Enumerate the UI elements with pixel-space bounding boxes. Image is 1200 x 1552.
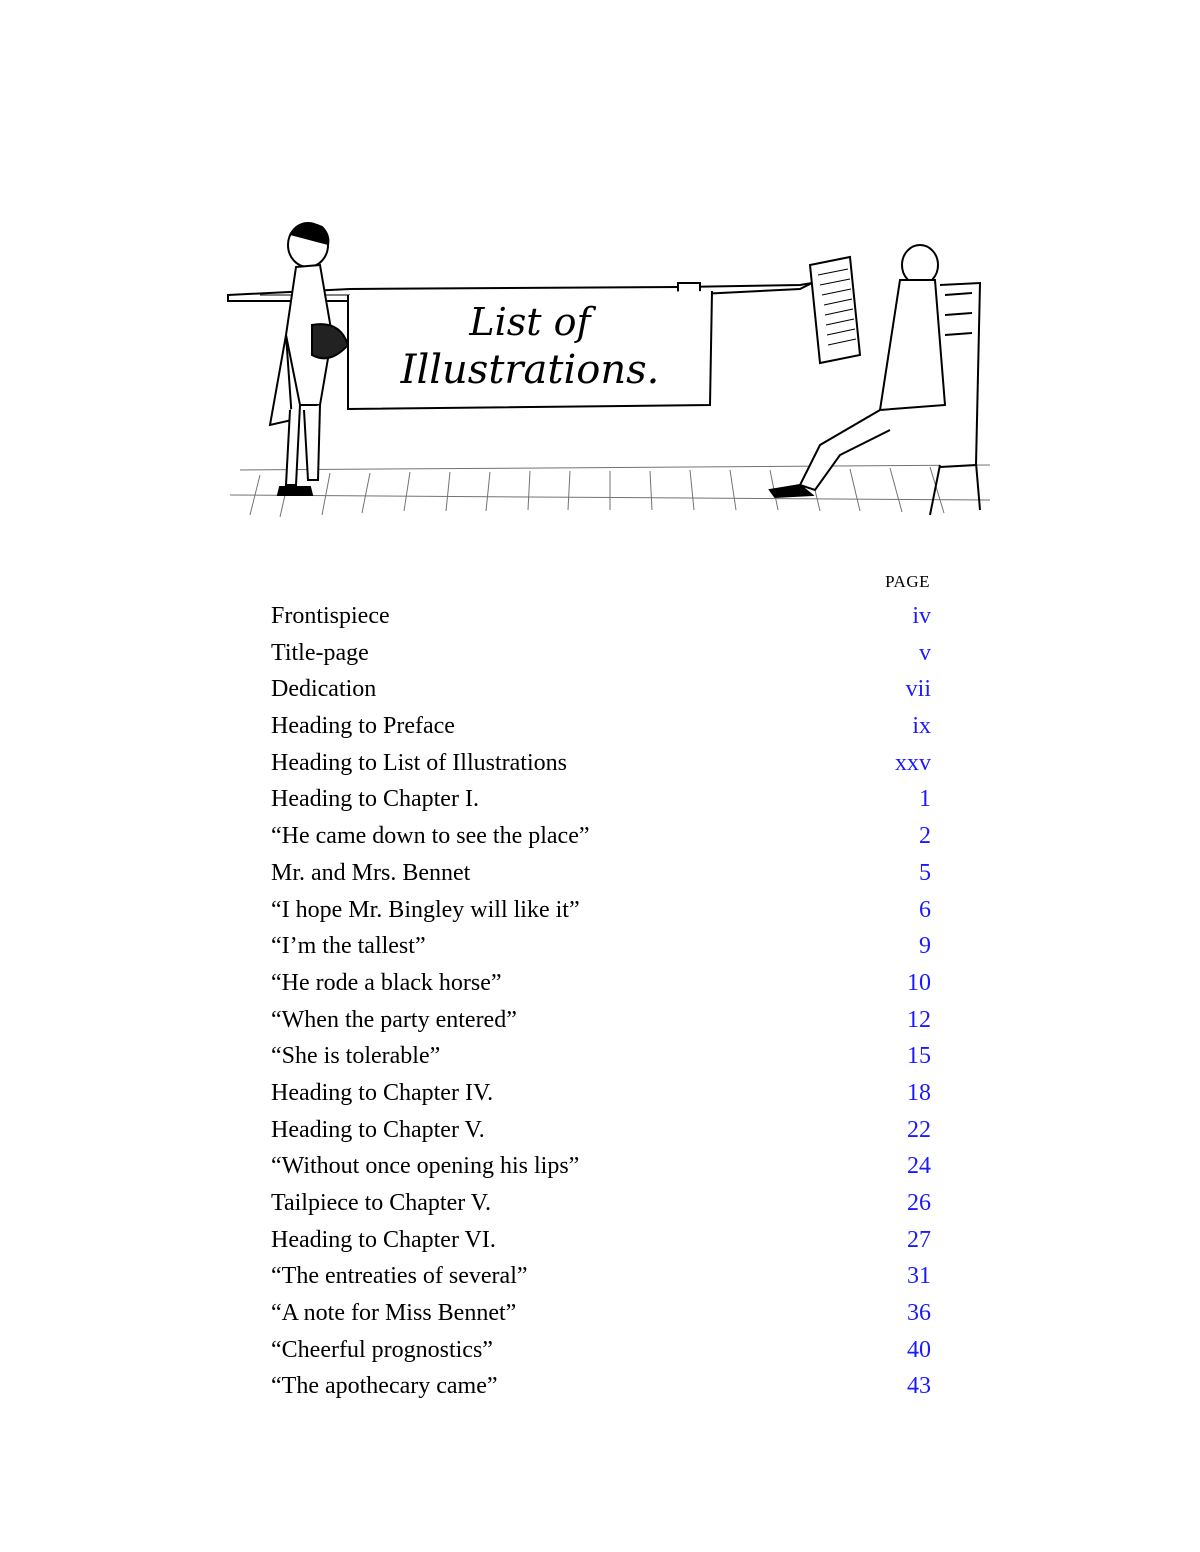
page-number-link[interactable]: iv [912,603,931,629]
list-item [271,965,931,1002]
illustration-title: “When the party entered” [271,1006,517,1033]
illustration-title: Heading to List of Illustrations [271,749,567,776]
illustration-title: “Without once opening his lips” [271,1153,580,1180]
banner-title-line1: List of [469,300,591,344]
illustration-title: Heading to Preface [271,713,455,740]
list-item [271,1258,931,1295]
page-number-link[interactable]: 1 [919,786,931,813]
page-number-link[interactable]: xxv [895,749,931,776]
illustration-title: “I’m the tallest” [271,933,426,960]
page-number-link[interactable]: 26 [907,1190,931,1216]
page-number-link[interactable]: v [919,639,931,666]
illustration-title: Heading to Chapter V. [271,1116,485,1143]
page-number-link[interactable]: 36 [907,1300,931,1327]
page-number-link[interactable]: 22 [907,1116,931,1143]
illustration-title: “I hope Mr. Bingley will like it” [271,896,580,923]
list-item [271,855,931,892]
illustration-title: “Cheerful prognostics” [271,1336,493,1363]
illustration-title: “She is tolerable” [271,1043,441,1070]
page-number-link[interactable]: vii [905,676,931,703]
list-item [271,928,931,965]
list-item [271,745,931,782]
page-number-link[interactable]: 10 [907,969,931,996]
illustration-title: “He rode a black horse” [271,969,502,996]
list-item [271,635,931,672]
list-item [271,892,931,929]
list-item [271,1002,931,1039]
list-item [271,818,931,855]
illustration-title: Title-page [271,639,369,666]
page-number-link[interactable]: 15 [907,1043,931,1070]
page-number-link[interactable]: 5 [919,859,931,886]
standing-figure [270,223,348,495]
list-item [271,1332,931,1369]
page-number-link[interactable]: 18 [907,1079,931,1106]
list-item [271,1295,931,1332]
page-column-header: PAGE [885,572,930,591]
illustration-title: “The apothecary came” [271,1373,498,1400]
illustration-title: “A note for Miss Bennet” [271,1300,517,1327]
illustration-title: Dedication [271,676,377,703]
illustration-title: Frontispiece [271,603,390,629]
illustration-title: “The entreaties of several” [271,1263,528,1290]
page-number-link[interactable]: 27 [907,1226,931,1253]
heading-illustration [200,205,1000,540]
page-number-link[interactable]: ix [912,713,931,740]
illustration-title: Mr. and Mrs. Bennet [271,859,471,886]
illustration-title: “He came down to see the place” [271,823,590,850]
list-item [271,781,931,818]
illustration-drawing [200,205,1000,540]
page-number-link[interactable]: 43 [907,1373,931,1400]
floor-hatching [230,465,990,517]
list-item [271,1038,931,1075]
page-number-link[interactable]: 24 [907,1153,931,1180]
list-item [271,708,931,745]
page-number-link[interactable]: 6 [919,896,931,923]
page-number-link[interactable]: 9 [919,933,931,960]
illustration-title: Heading to Chapter VI. [271,1226,496,1253]
list-item [271,1222,931,1259]
list-item [271,671,931,708]
list-item [271,598,931,635]
list-item [271,1368,931,1405]
page-number-link[interactable]: 40 [907,1336,931,1363]
illustration-title: Heading to Chapter IV. [271,1079,494,1106]
list-item [271,1185,931,1222]
list-item [271,1148,931,1185]
illustration-title: Tailpiece to Chapter V. [271,1190,492,1216]
illustration-title: Heading to Chapter I. [271,786,479,813]
illustrations-list [271,598,931,1405]
banner-title-line2: Illustrations. [400,347,660,393]
page-number-link[interactable]: 12 [907,1006,931,1033]
list-item [271,1112,931,1149]
list-item [271,1075,931,1112]
page-number-link[interactable]: 2 [919,823,931,850]
banner [348,291,712,409]
page-number-link[interactable]: 31 [907,1263,931,1290]
